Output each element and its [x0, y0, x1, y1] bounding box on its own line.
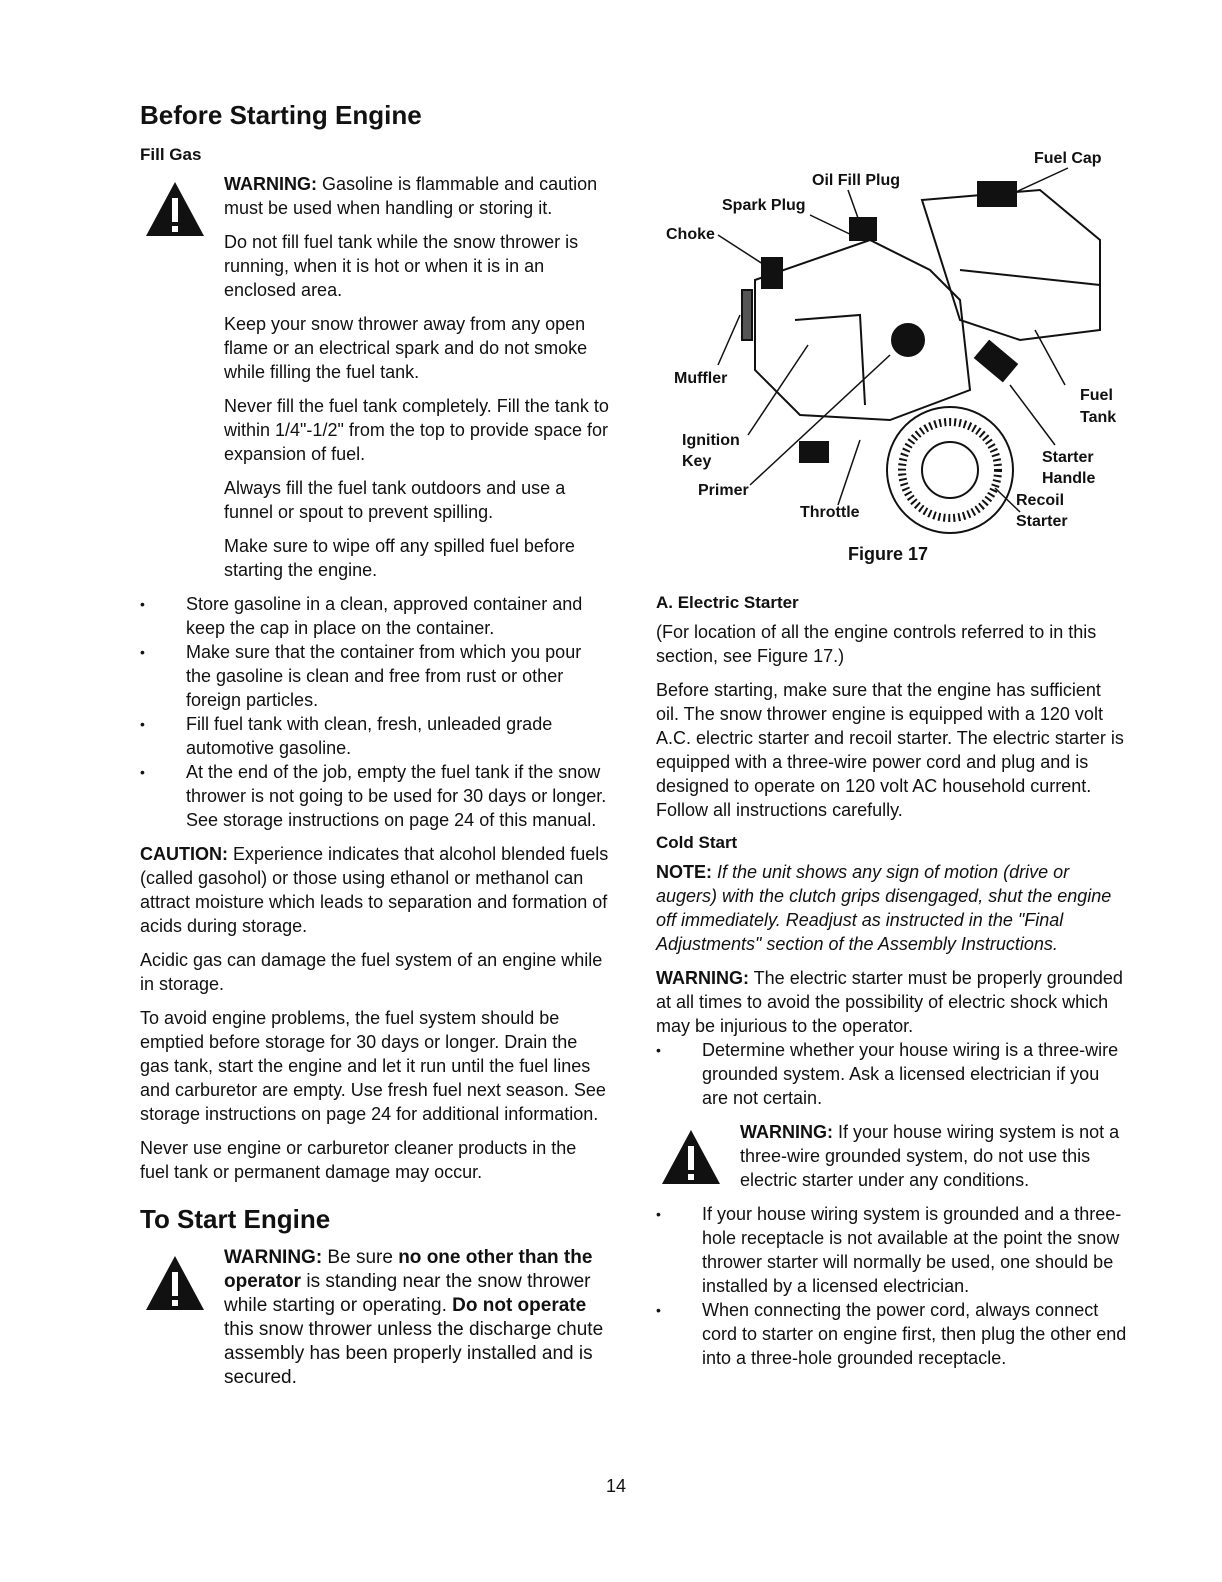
caution-text: CAUTION: Experience indicates that alcohol blended fuels (called gasohol) or those using ethanol or methanol can attract moisture which leads to separation and formation of acids during storage.	[140, 844, 609, 936]
section-title-to-start: To Start Engine	[140, 1204, 331, 1234]
paragraph: (For location of all the engine controls referred to in this section, see Figure 17.)	[656, 622, 1097, 666]
paragraph: Never fill the fuel tank completely. Fill the tank to within 1/4"-1/2" from the top to provide space for expansion of fuel.	[224, 396, 609, 464]
figure-caption: Figure 17	[848, 544, 929, 564]
label-muffler: Muffler	[674, 370, 728, 387]
subheading-electric-starter: A. Electric Starter	[656, 593, 799, 612]
label-ignition-key: Ignition Key	[682, 432, 740, 470]
label-choke: Choke	[666, 226, 715, 243]
paragraph: Do not fill fuel tank while the snow thrower is running, when it is hot or when it is in an enclosed area.	[224, 232, 579, 300]
start-warning	[140, 1246, 610, 1390]
warning-text: WARNING: If your house wiring system is not a three-wire grounded system, do not use this electric starter under any conditions.	[740, 1122, 1120, 1190]
paragraph: Never use engine or carburetor cleaner products in the fuel tank or permanent damage may occur.	[140, 1138, 577, 1182]
left-column	[140, 98, 610, 1400]
receptacle-bullets	[656, 1202, 1128, 1370]
figure-17-engine-diagram	[660, 140, 1130, 570]
list-item: • When connecting the power cord, always connect cord to starter on engine first, then plug the other end into a three-hole grounded receptacle.	[656, 1298, 1128, 1370]
paragraph: Keep your snow thrower away from any open flame or an electrical spark and do not smoke while filling the fuel tank.	[224, 314, 588, 382]
section-title-before-starting: Before Starting Engine	[140, 100, 422, 130]
wiring-warning	[656, 1120, 1128, 1192]
label-primer: Primer	[698, 482, 749, 499]
label-spark-plug: Spark Plug	[722, 197, 806, 214]
right-column	[656, 592, 1128, 1380]
paragraph: Before starting, make sure that the engine has sufficient oil. The snow thrower engine is equipped with a 120 volt A.C. electric starter and recoil starter. The electric starter is equipped with a three-wire power cord and plug and is designed to operate on 120 volt AC household current. Follow all instructions carefully.	[656, 680, 1124, 820]
fuel-bullets	[140, 592, 610, 832]
list-item: • If your house wiring system is grounded and a three-hole receptacle is not available at the point the snow thrower starter will normally be used, one should be installed by a licensed electrician.	[656, 1202, 1128, 1298]
list-item: • Determine whether your house wiring is a three-wire grounded system. Ask a licensed electrician if you are not certain.	[656, 1038, 1128, 1110]
warning-icon	[144, 180, 206, 238]
warning-text: WARNING: The electric starter must be properly grounded at all times to avoid the possibility of electric shock which may be injurious to the operator.	[656, 968, 1123, 1036]
label-fuel-cap: Fuel Cap	[1034, 150, 1102, 167]
warning-text: WARNING: Be sure no one other than the operator is standing near the snow thrower while starting or operating. Do not operate this snow thrower unless the discharge chute assembly has been properly installed and is secured.	[224, 1247, 604, 1388]
list-item: • Fill fuel tank with clean, fresh, unleaded grade automotive gasoline.	[140, 712, 610, 760]
paragraph: Always fill the fuel tank outdoors and use a funnel or spout to prevent spilling.	[224, 478, 566, 522]
note-text: NOTE: If the unit shows any sign of motion (drive or augers) with the clutch grips disengaged, shut the engine off immediately. Readjust as instructed in the "Final Adjustments" section of the Assembly Instructions.	[656, 862, 1112, 954]
paragraph: To avoid engine problems, the fuel system should be emptied before storage for 30 days or longer. Drain the gas tank, start the engine and let it run until the fuel lines and carburetor are empty. Use fresh fuel next season. See storage instructions on page 24 for additional information.	[140, 1008, 606, 1124]
page-number: 14	[606, 1476, 627, 1496]
list-item: • At the end of the job, empty the fuel tank if the snow thrower is not going to be used for 30 days or longer. See storage instructions on page 24 of this manual.	[140, 760, 610, 832]
label-throttle: Throttle	[800, 504, 860, 521]
paragraph: Acidic gas can damage the fuel system of an engine while in storage.	[140, 950, 603, 994]
subheading-cold-start: Cold Start	[656, 833, 738, 852]
list-item: • Store gasoline in a clean, approved container and keep the cap in place on the container.	[140, 592, 610, 640]
label-recoil-starter: Recoil Starter	[1016, 492, 1068, 530]
label-oil-fill-plug: Oil Fill Plug	[812, 172, 900, 189]
list-item: • Make sure that the container from which you pour the gasoline is clean and free from rust or other foreign particles.	[140, 640, 610, 712]
label-starter-handle: Starter Handle	[1042, 449, 1096, 487]
fill-gas-warning	[140, 172, 610, 582]
wiring-bullets	[656, 1038, 1128, 1110]
paragraph: Make sure to wipe off any spilled fuel before starting the engine.	[224, 536, 575, 580]
subheading-fill-gas: Fill Gas	[140, 145, 202, 164]
warning-icon	[660, 1128, 722, 1186]
warning-text: WARNING: Gasoline is flammable and caution must be used when handling or storing it.	[224, 174, 598, 218]
label-fuel-tank: Fuel Tank	[1080, 387, 1117, 426]
warning-icon	[144, 1254, 206, 1312]
